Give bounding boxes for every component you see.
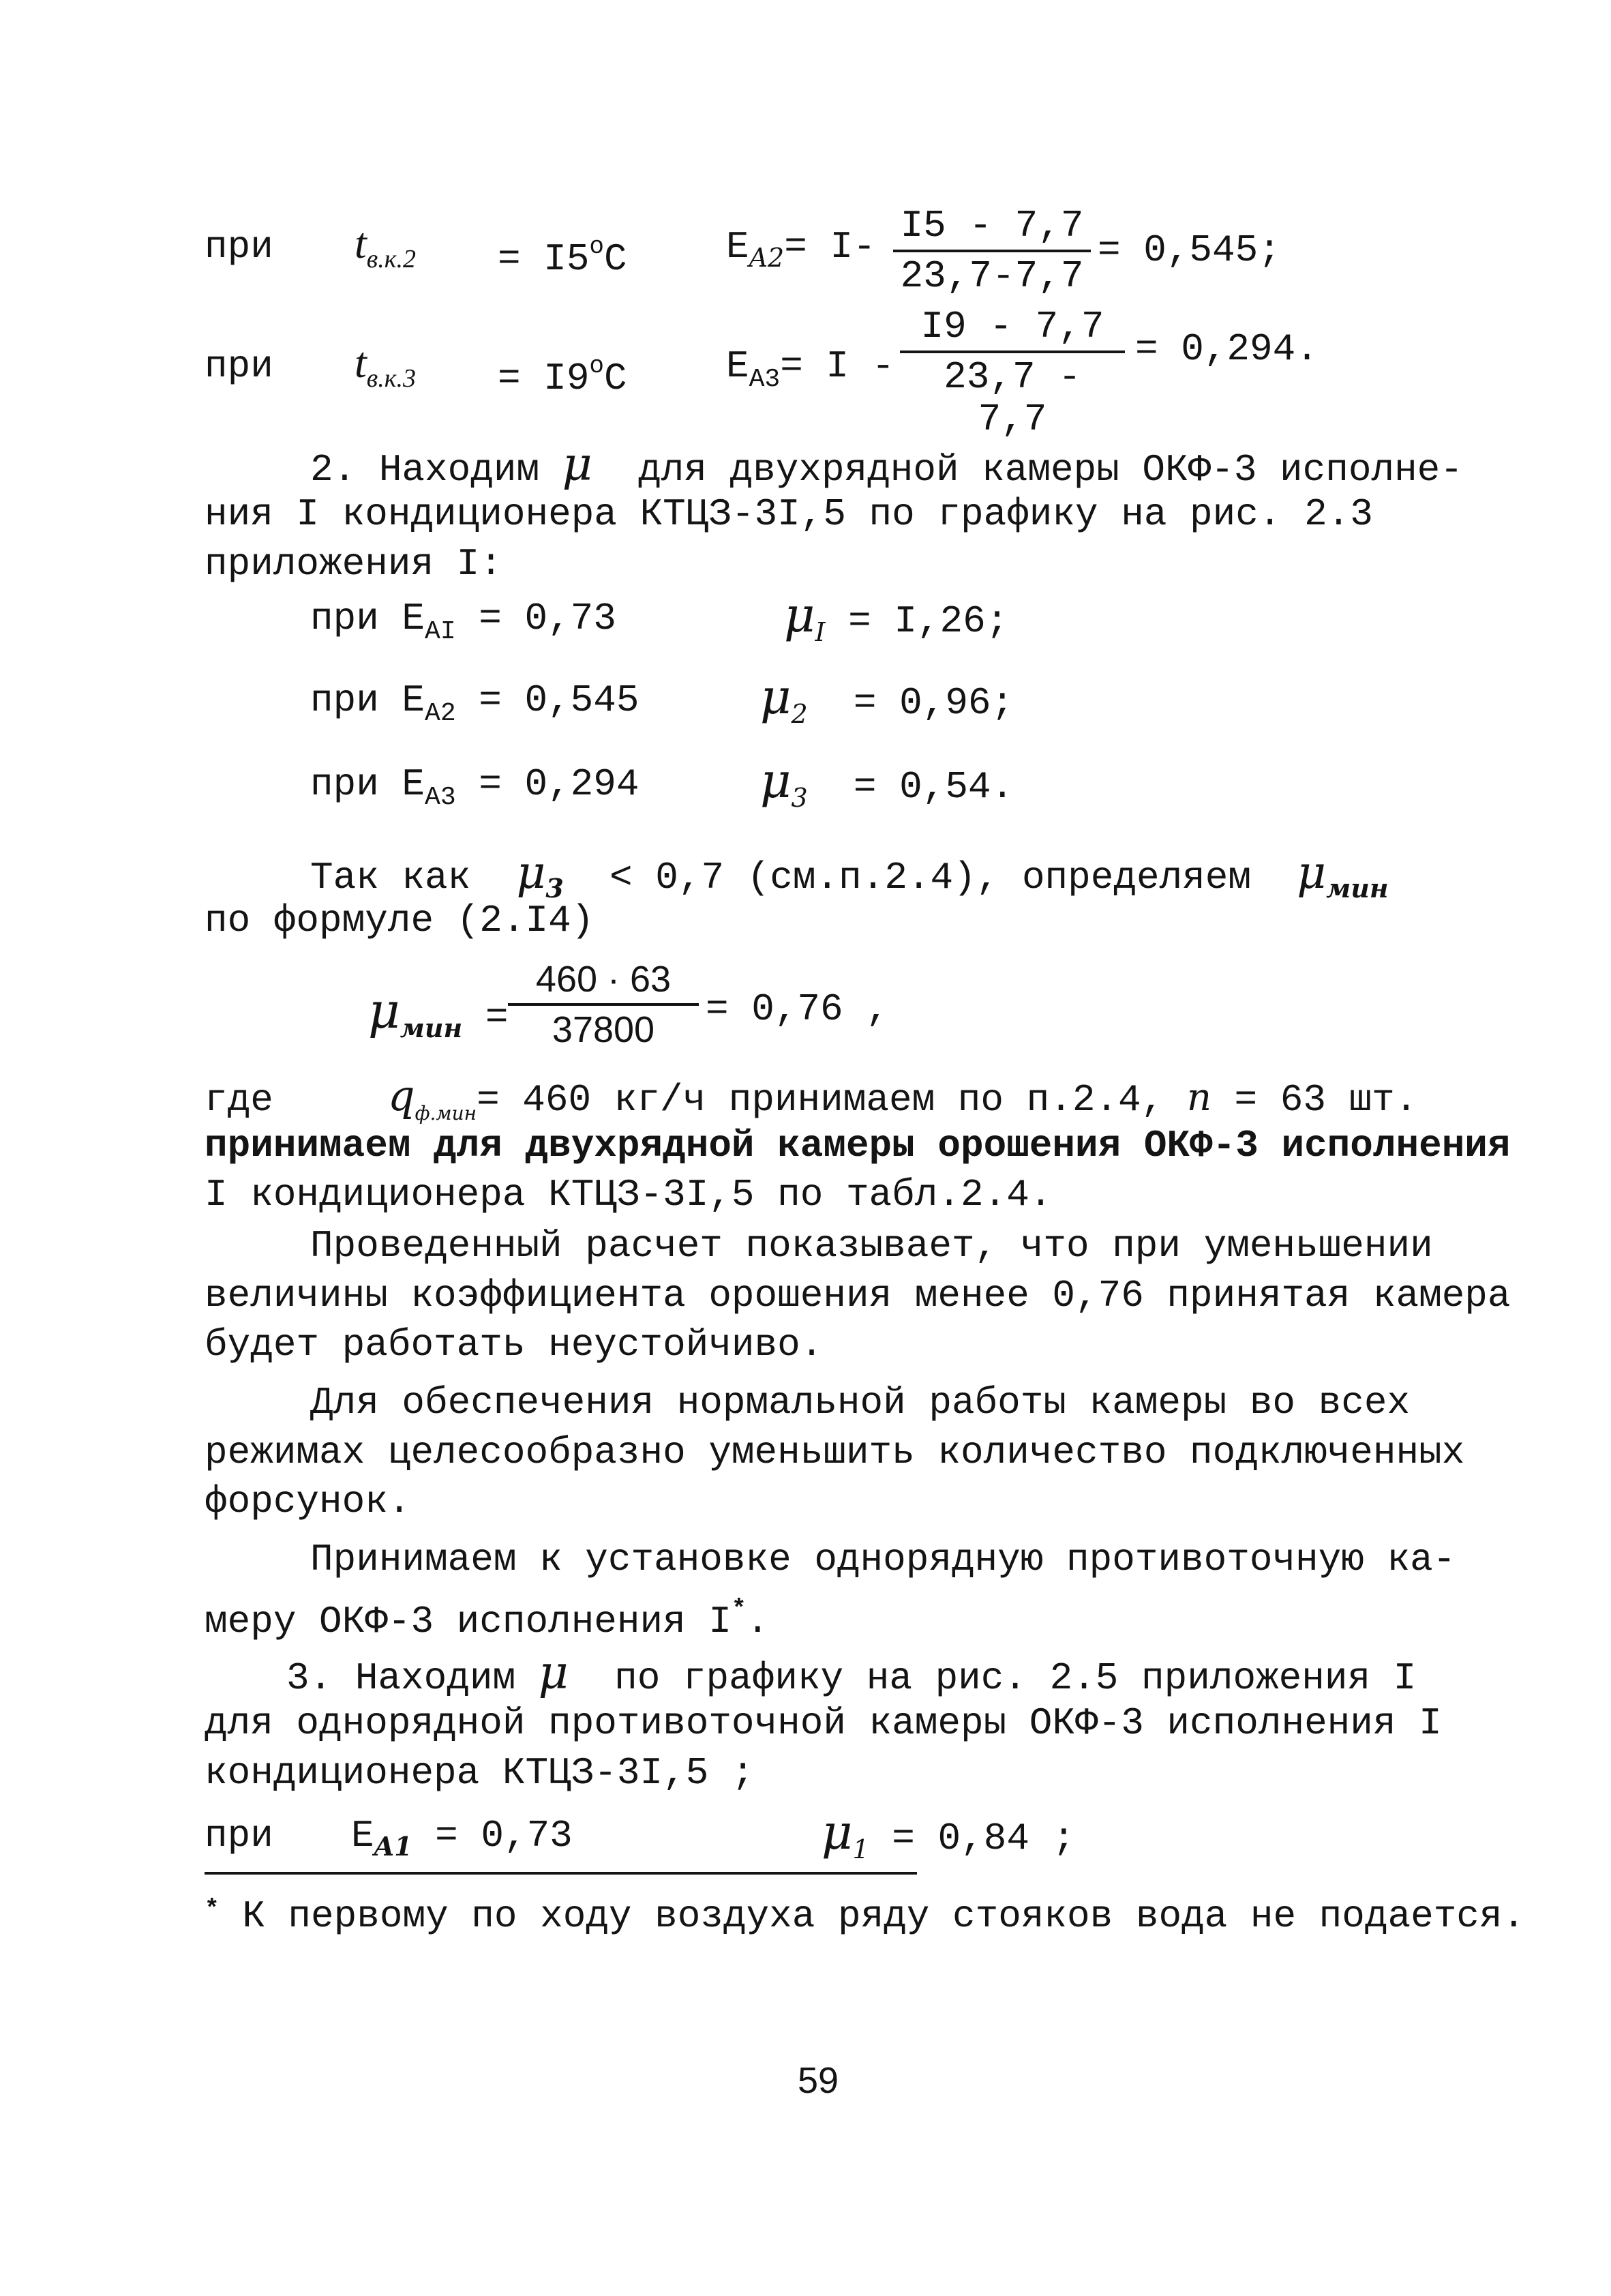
row-EA2: при $E_{A2} = 0,545$ — [310, 679, 639, 728]
formula-result: = 0,76 , — [706, 987, 889, 1031]
eq-line-tvk3: при — [205, 344, 273, 388]
para1-line-1: Проведенный расчет показывает, что при уменьшении — [310, 1224, 1433, 1268]
takkak-line-2: по формуле (2.I4) — [205, 899, 594, 942]
para2-line-2: режимах целесообразно уменьшить количество подключенных — [205, 1431, 1465, 1474]
kond-line: I кондиционера КТЦЗ-3I,5 по табл.2.4. — [205, 1173, 1053, 1217]
formula-fraction: 460 · 63 37800 — [508, 958, 699, 1051]
last-row-pri: при — [205, 1814, 273, 1858]
eq-t-symbol: $t_{в.к.2}$ — [355, 219, 417, 273]
row-mu1: $\mu_I = I,26$; — [784, 587, 1009, 647]
para1-line-2: величины коэффициента орошения менее 0,76 принятая камера — [205, 1274, 1511, 1317]
section-2-line-2: ния I кондиционера КТЦЗ-3I,5 по графику на рис. 2.3 — [205, 492, 1373, 536]
footnote-rule — [205, 1872, 917, 1875]
eq-line-tvk2 — [205, 225, 273, 269]
eq-pri-label: при — [205, 225, 273, 269]
eq-E-symbol: $E_{A2}= I-$ — [726, 225, 876, 273]
eq-t-value-3: = $I9^oC$ — [498, 352, 627, 400]
bold-line: принимаем для двухрядной камеры орошения ОКФ-3 исполнения — [205, 1124, 1511, 1167]
row-mu3: $\mu_3 = 0,54$. — [760, 753, 1014, 813]
para1-line-3: будет работать неустойчиво. — [205, 1323, 824, 1367]
takkak-line-1: Так как $\mu_3 < 0,7$ (см.п.2.4), определяем $\mu_{мин}$ — [310, 846, 1389, 904]
para3-line-1: Принимаем к установке однорядную противоточную ка- — [310, 1538, 1456, 1581]
last-row-EA1: $E_{A1} = 0,73$ — [351, 1814, 573, 1862]
para2-line-3: форсунок. — [205, 1480, 411, 1523]
eq-E-symbol-3: $E_{A3}= I$ - — [726, 344, 895, 394]
para3-line-2: меру ОКФ-3 исполнения I*. — [205, 1595, 770, 1643]
section-3-line-3: кондиционера КТЦЗ-3I,5 ; — [205, 1751, 755, 1795]
footnote: * К первому по ходу воздуха ряду стояков вода не подается. — [205, 1894, 1526, 1938]
formula-mu-min: $\mu_{мин}$ = — [368, 982, 509, 1043]
para2-line-1: Для обеспечения нормальной работы камеры во всех — [310, 1381, 1411, 1425]
row-EA3: при $E_{A3} = 0,294$ — [310, 762, 639, 812]
eq-t-symbol-3: $t_{в.к.3}$ — [355, 338, 417, 393]
section-3-line-2: для однорядной противоточной камеры ОКФ-3 исполнения I — [205, 1701, 1442, 1745]
eq-result-b: = 0,545; — [1098, 228, 1281, 272]
page-number: 59 — [798, 2060, 839, 2101]
eq-fraction-c: I9 - 7,7 23,7 - 7,7 — [900, 305, 1125, 441]
row-EA1: при $E_{AI} = 0,73$ — [310, 597, 616, 646]
section-2-line-1: 2. Находим μ для двухрядной камеры ОКФ-3 исполне- — [310, 438, 1463, 492]
section-3-line-1: 3. Находим μ по графику на рис. 2.5 приложения I — [286, 1646, 1417, 1700]
where-line: где $q_{ф.мин}= 460$ кг/ч принимаем по п.2.4, n = 63 шт. — [205, 1071, 1418, 1124]
row-mu2: $\mu_2 = 0,96$; — [760, 669, 1014, 729]
section-2-line-3: приложения I: — [205, 542, 502, 586]
last-row-mu1: $\mu_1 = 0,84$ ; — [822, 1804, 1076, 1864]
eq-fraction-b: I5 - 7,7 23,7-7,7 — [893, 205, 1091, 297]
eq-t-value: = $I5^oC$ — [498, 233, 627, 281]
eq-result-c: = 0,294. — [1135, 327, 1319, 371]
